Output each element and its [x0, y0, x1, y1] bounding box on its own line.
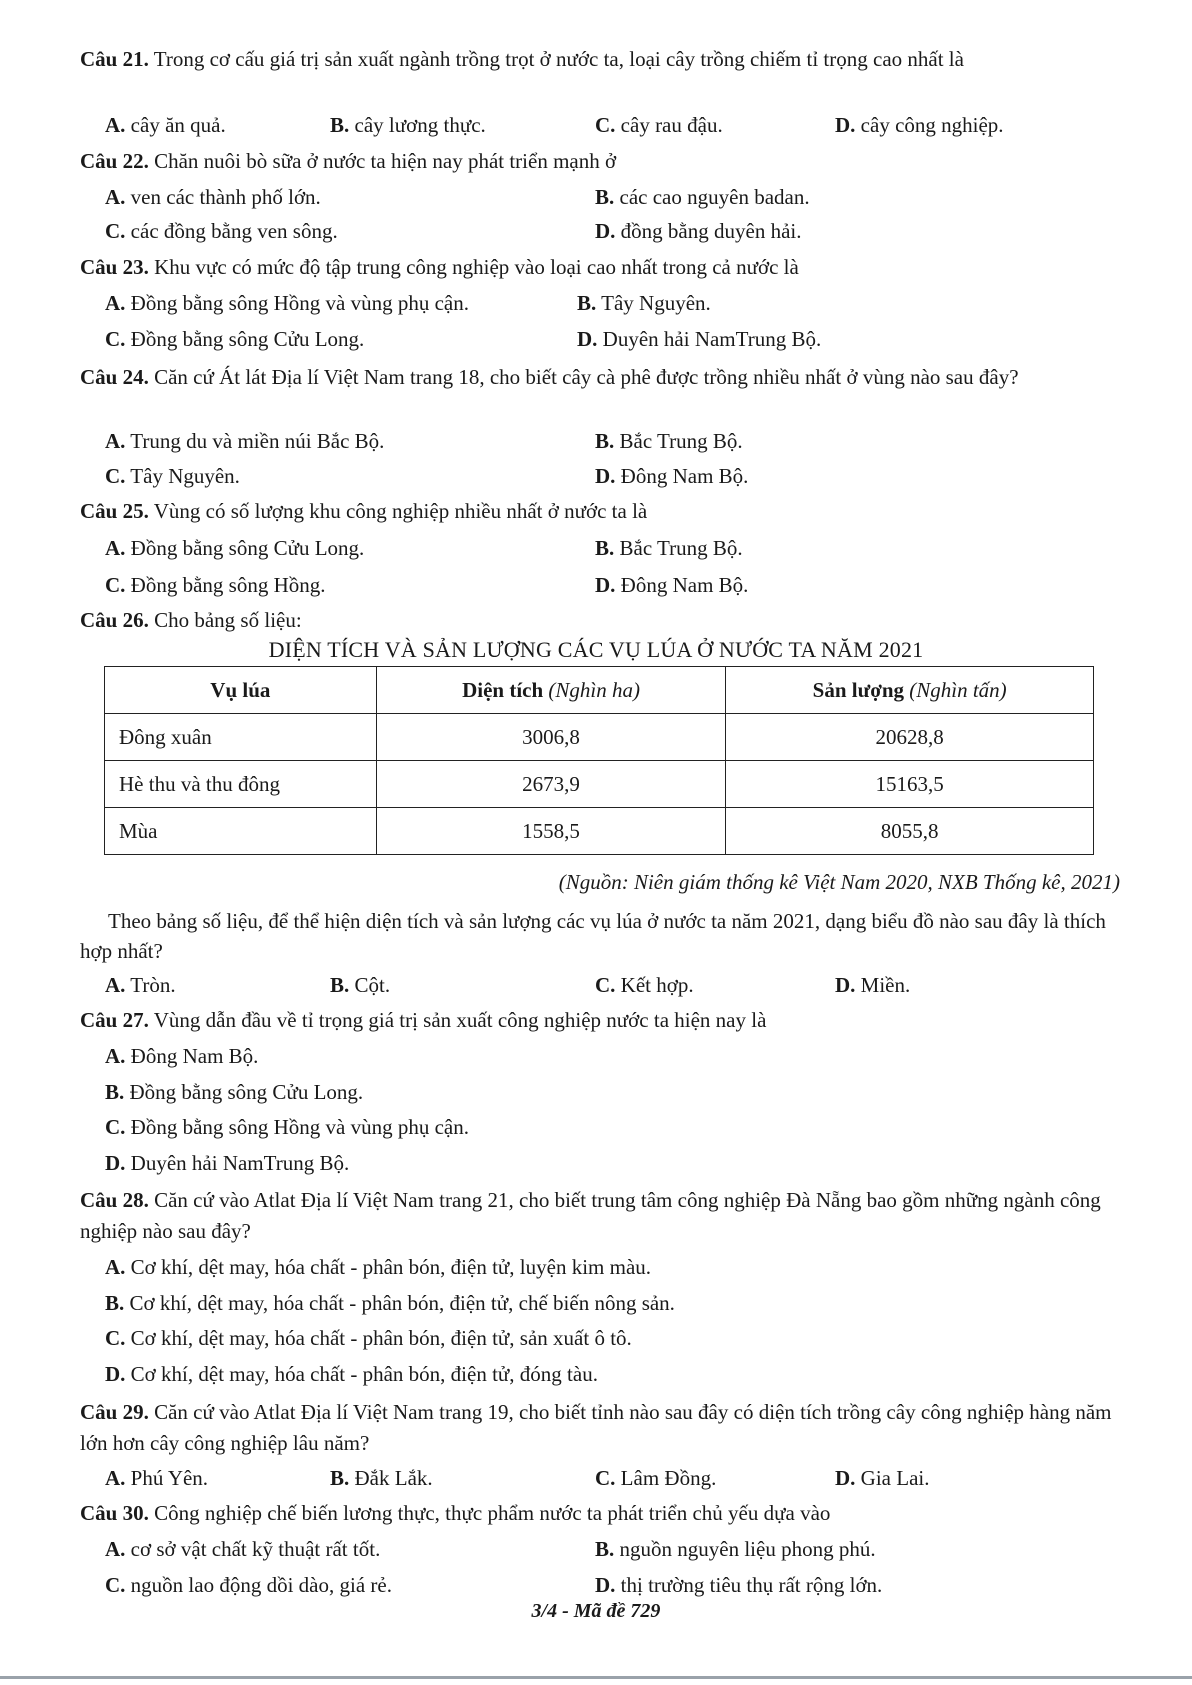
question-label: Câu 25. — [80, 499, 149, 523]
table-cell: 20628,8 — [726, 714, 1094, 761]
table-row — [105, 808, 1094, 855]
question-label: Câu 27. — [80, 1008, 149, 1032]
question-label: Câu 21. — [80, 47, 149, 71]
option-a: A. Tròn. — [105, 973, 176, 997]
question-label: Câu 30. — [80, 1501, 149, 1525]
table-cell: Hè thu và thu đông — [105, 761, 377, 808]
option-b: B. Cột. — [330, 973, 391, 997]
option-c: C. Đồng bằng sông Cửu Long. — [105, 327, 365, 351]
question-text: Cho bảng số liệu: — [154, 608, 302, 632]
option-d: D. thị trường tiêu thụ rất rộng lớn. — [595, 1573, 883, 1597]
question-text: Căn cứ vào Atlat Địa lí Việt Nam trang 21, cho biết trung tâm công nghiệp Đà Nẵng bao gồm những ngành công nghiệp nào sau đây? — [80, 1188, 1101, 1243]
table-cell: Mùa — [105, 808, 377, 855]
option-b: B. Cơ khí, dệt may, hóa chất - phân bón, điện tử, chế biến nông sản. — [105, 1291, 675, 1315]
option-d: D. Duyên hải NamTrung Bộ. — [577, 327, 822, 351]
question-label: Câu 22. — [80, 149, 149, 173]
bottom-divider — [0, 1676, 1192, 1679]
question-text: Công nghiệp chế biến lương thực, thực phẩm nước ta phát triển chủ yếu dựa vào — [154, 1501, 831, 1525]
table-title: DIỆN TÍCH VÀ SẢN LƯỢNG CÁC VỤ LÚA Ở NƯỚC TA NĂM 2021 — [268, 637, 924, 662]
option-b: B. các cao nguyên badan. — [595, 185, 810, 209]
question-26 — [80, 607, 1120, 633]
table-header-row — [105, 667, 1094, 714]
option-b: B. cây lương thực. — [330, 113, 486, 137]
question-text: Trong cơ cấu giá trị sản xuất ngành trồng trọt ở nước ta, loại cây trồng chiếm tỉ trọng cao nhất là — [153, 47, 964, 71]
option-d: D. Đông Nam Bộ. — [595, 573, 749, 597]
option-a: A. Đồng bằng sông Hồng và vùng phụ cận. — [105, 291, 469, 315]
question-label: Câu 28. — [80, 1188, 149, 1212]
question-22 — [80, 148, 1120, 174]
table-cell: 2673,9 — [376, 761, 726, 808]
option-d: D. Đông Nam Bộ. — [595, 464, 749, 488]
option-c: C. Đồng bằng sông Hồng. — [105, 573, 326, 597]
option-c: C. Đồng bằng sông Hồng và vùng phụ cận. — [105, 1115, 469, 1139]
option-c: C. Cơ khí, dệt may, hóa chất - phân bón, điện tử, sản xuất ô tô. — [105, 1326, 632, 1350]
question-25 — [80, 498, 1120, 524]
question-label: Câu 23. — [80, 255, 149, 279]
option-b: B. Đồng bằng sông Cửu Long. — [105, 1080, 364, 1104]
table-cell: Đông xuân — [105, 714, 377, 761]
option-d: D. Miền. — [835, 973, 911, 997]
question-24 — [80, 362, 1120, 392]
option-a: A. Cơ khí, dệt may, hóa chất - phân bón, điện tử, luyện kim màu. — [105, 1255, 652, 1279]
question-30 — [80, 1500, 1120, 1526]
question-26-prompt: Theo bảng số liệu, để thể hiện diện tích và sản lượng các vụ lúa ở nước ta năm 2021, dạng biểu đồ nào sau đây là thích hợp nhất? — [80, 909, 1106, 963]
option-d: D. Duyên hải NamTrung Bộ. — [105, 1151, 350, 1175]
question-23 — [80, 254, 1120, 280]
table-row — [105, 714, 1094, 761]
option-a: A. Trung du và miền núi Bắc Bộ. — [105, 429, 385, 453]
question-27 — [80, 1007, 1120, 1033]
question-text: Căn cứ vào Atlat Địa lí Việt Nam trang 19, cho biết tỉnh nào sau đây có diện tích trồng cây công nghiệp hàng năm lớn hơn cây công nghiệp lâu năm? — [80, 1400, 1112, 1455]
question-label: Câu 26. — [80, 608, 149, 632]
question-21 — [80, 44, 1120, 74]
table-row — [105, 761, 1094, 808]
option-d: D. Gia Lai. — [835, 1466, 930, 1490]
question-29 — [80, 1397, 1120, 1459]
table-header-cell: Vụ lúa — [105, 667, 377, 714]
table-header-cell: Diện tích (Nghìn ha) — [376, 667, 726, 714]
question-28 — [80, 1185, 1120, 1247]
option-d: D. Cơ khí, dệt may, hóa chất - phân bón, điện tử, đóng tàu. — [105, 1362, 598, 1386]
option-a: A. Phú Yên. — [105, 1466, 209, 1490]
option-a: A. cơ sở vật chất kỹ thuật rất tốt. — [105, 1537, 381, 1561]
option-a: A. cây ăn quả. — [105, 113, 226, 137]
option-c: C. các đồng bằng ven sông. — [105, 219, 338, 243]
option-b: B. Bắc Trung Bộ. — [595, 536, 743, 560]
question-text: Vùng dẫn đầu về tỉ trọng giá trị sản xuất công nghiệp nước ta hiện nay là — [153, 1008, 767, 1032]
option-a: A. Đông Nam Bộ. — [105, 1044, 259, 1068]
table-cell: 15163,5 — [726, 761, 1094, 808]
option-b: B. Đắk Lắk. — [330, 1466, 433, 1490]
option-a: A. Đồng bằng sông Cửu Long. — [105, 536, 365, 560]
option-b: B. Bắc Trung Bộ. — [595, 429, 743, 453]
option-b: B. Tây Nguyên. — [577, 291, 711, 315]
page-footer: 3/4 - Mã đề 729 — [531, 1600, 661, 1622]
data-table — [104, 666, 1094, 855]
option-d: D. cây công nghiệp. — [835, 113, 1004, 137]
table-header-cell: Sản lượng (Nghìn tấn) — [726, 667, 1094, 714]
question-text: Vùng có số lượng khu công nghiệp nhiều nhất ở nước ta là — [153, 499, 648, 523]
option-c: C. Tây Nguyên. — [105, 464, 240, 488]
option-b: B. nguồn nguyên liệu phong phú. — [595, 1537, 876, 1561]
option-a: A. ven các thành phố lớn. — [105, 185, 321, 209]
table-cell: 3006,8 — [376, 714, 726, 761]
option-d: D. đồng bằng duyên hải. — [595, 219, 802, 243]
option-c: C. nguồn lao động dồi dào, giá rẻ. — [105, 1573, 392, 1597]
option-c: C. Lâm Đồng. — [595, 1466, 717, 1490]
table-cell: 8055,8 — [726, 808, 1094, 855]
question-text: Căn cứ Át lát Địa lí Việt Nam trang 18, cho biết cây cà phê được trồng nhiều nhất ở vùng nào sau đây? — [154, 365, 1019, 389]
table-source: (Nguồn: Niên giám thống kê Việt Nam 2020, NXB Thống kê, 2021) — [558, 870, 1120, 894]
option-c: C. Kết hợp. — [595, 973, 694, 997]
question-label: Câu 29. — [80, 1400, 149, 1424]
question-text: Chăn nuôi bò sữa ở nước ta hiện nay phát triển mạnh ở — [154, 149, 617, 173]
question-text: Khu vực có mức độ tập trung công nghiệp vào loại cao nhất trong cả nước là — [154, 255, 799, 279]
option-c: C. cây rau đậu. — [595, 113, 723, 137]
question-label: Câu 24. — [80, 365, 149, 389]
table-cell: 1558,5 — [376, 808, 726, 855]
